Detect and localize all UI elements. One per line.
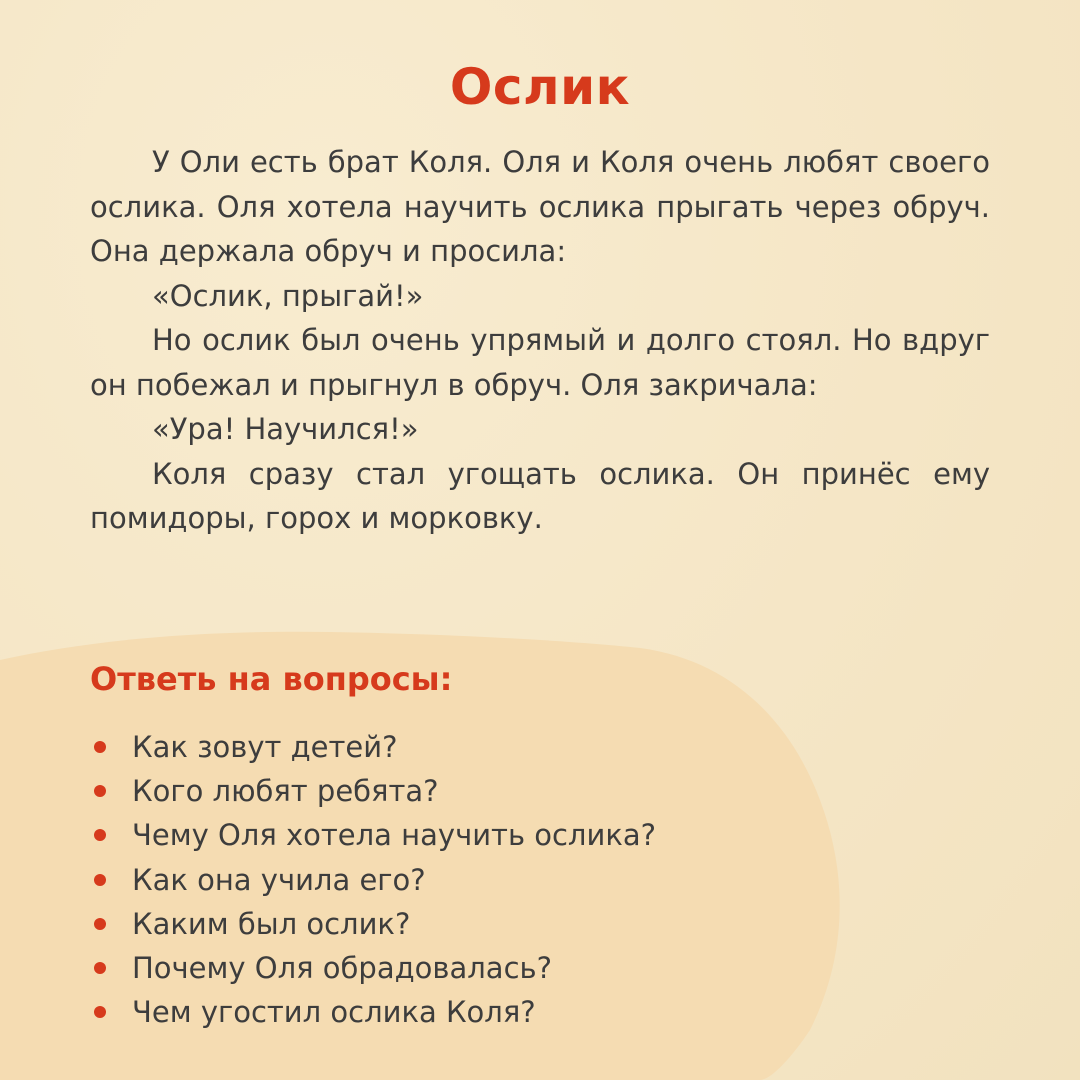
story-paragraph: Коля сразу стал угощать ослика. Он принёс ему помидоры, горох и морковку. xyxy=(90,456,990,535)
question-text: Каким был ослик? xyxy=(132,906,411,941)
question-text: Чем угостил ослика Коля? xyxy=(132,995,536,1030)
bullet-icon xyxy=(94,962,106,974)
question-text: Как она учила его? xyxy=(132,862,426,897)
question-item xyxy=(90,769,656,813)
questions-heading: Ответь на вопросы: xyxy=(90,660,453,698)
bullet-icon xyxy=(94,918,106,930)
question-item xyxy=(90,725,656,769)
bullet-icon xyxy=(94,741,106,753)
questions-list xyxy=(90,725,656,1034)
question-item xyxy=(90,813,656,857)
question-text: Чему Оля хотела научить ослика? xyxy=(132,818,656,853)
question-item xyxy=(90,902,656,946)
story-paragraph: «Ура! Научился!» xyxy=(152,412,419,446)
story-text xyxy=(90,140,990,541)
question-item xyxy=(90,990,656,1034)
bullet-icon xyxy=(94,874,106,886)
question-item xyxy=(90,858,656,902)
page-title: Ослик xyxy=(449,58,631,116)
bullet-icon xyxy=(94,785,106,797)
question-text: Кого любят ребята? xyxy=(132,774,439,809)
story-paragraph: «Ослик, прыгай!» xyxy=(152,278,424,313)
question-text: Как зовут детей? xyxy=(132,730,398,765)
bullet-icon xyxy=(94,1006,106,1018)
bullet-icon xyxy=(94,829,106,841)
question-item xyxy=(90,946,656,990)
question-text: Почему Оля обрадовалась? xyxy=(132,951,553,986)
story-paragraph: У Оли есть брат Коля. Оля и Коля очень любят своего ослика. Оля хотела научить ослика прыгать через обруч. Она держала обруч и просила: xyxy=(90,145,990,268)
story-paragraph: Но ослик был очень упрямый и долго стоял. Но вдруг он побежал и прыгнул в обруч. Оля закричала: xyxy=(90,323,990,402)
